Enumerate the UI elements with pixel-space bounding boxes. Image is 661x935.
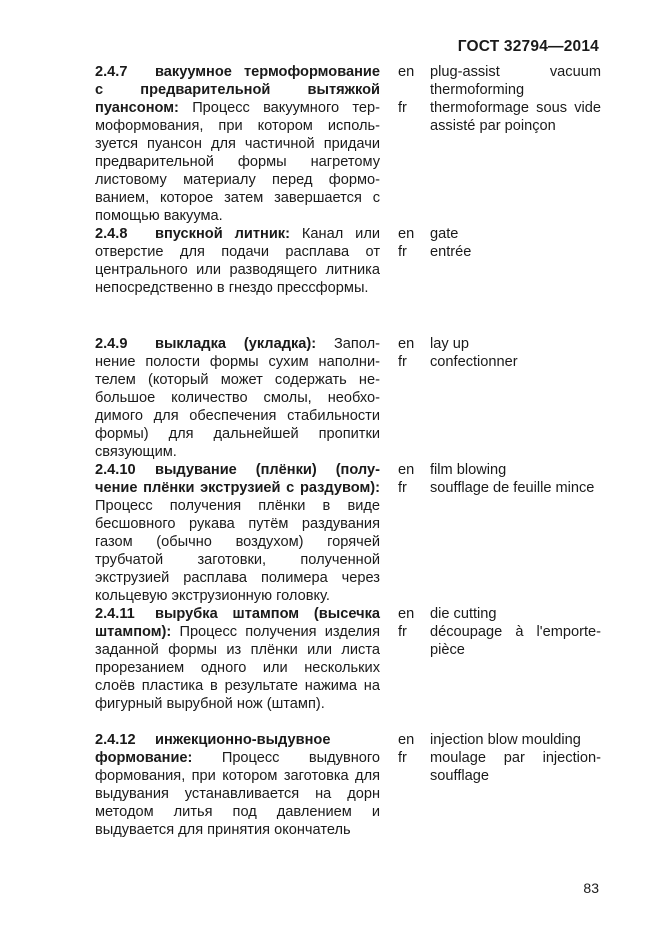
entry-equivalents [430,335,601,461]
entry-definition [95,461,380,605]
entry-number: 2.4.9 [95,336,128,352]
lang-code-en: en [398,606,415,622]
lang-code-fr: fr [398,354,407,370]
entry-equivalents [430,731,601,839]
entry-term: выдувание (плёнки) (получение плёнки экструзией с раздувом): [95,462,380,496]
lang-code-en: en [398,336,415,352]
entry-definition-text: Процесс вакуумного термоформования, при котором используется пуансон для частичной придачи предварительной формы нагретому листовому материалу перед формованием, которое затем завершается с помощью вакуума. [95,100,380,224]
equivalent-en: plug-assist vacuum thermoforming [430,64,601,98]
entry-definition-text: Процесс получения изделия заданной формы из плёнки или листа прорезанием одного или нескольких слоёв пластика в результате нажима на фигурный вырубной нож (штамп). [95,624,380,712]
equivalent-fr: moulage par injectionsoufflage [430,750,601,784]
lang-code-en: en [398,732,415,748]
term-entry-2-4-12 [95,731,601,839]
entry-number: 2.4.8 [95,226,128,242]
term-entries [95,63,601,839]
entry-definition-text: Процесс получения плёнки в виде бесшовного рукава путём раздувания газом (обычно воздухом) горячей трубчатой заготовки, полученной экструзией расплава полимера через кольцевую экструзионную головку. [95,498,380,604]
equivalent-en: lay up [430,336,469,352]
lang-code-fr: fr [398,480,407,496]
equivalent-fr: soufflage de feuille mince [430,480,595,496]
equivalent-en: die cutting [430,606,497,622]
entry-language-codes [398,225,430,335]
lang-code-en: en [398,64,415,80]
term-entry-2-4-9 [95,335,601,461]
term-entry-2-4-11 [95,605,601,731]
equivalent-fr: entrée [430,244,472,260]
page-number: 83 [583,880,599,896]
equivalent-en: film blowing [430,462,507,478]
entry-number: 2.4.11 [95,606,135,622]
entry-definition [95,731,380,839]
entry-number: 2.4.7 [95,64,128,80]
entry-language-codes [398,63,430,225]
entry-definition-text: Заполнение полости формы сухим наполнителем (который может содержать небольшое количество смолы, необходимого для обеспечения стабильности формы) для дальнейшей пропитки связующим. [95,336,380,460]
lang-code-en: en [398,462,415,478]
entry-number: 2.4.12 [95,732,136,748]
entry-equivalents [430,461,601,605]
lang-code-en: en [398,226,415,242]
term-entry-2-4-10 [95,461,601,605]
equivalent-en: gate [430,226,459,242]
entry-definition [95,63,380,225]
entry-equivalents [430,605,601,731]
equivalent-fr: thermoformage sous vide assisté par poinçon [430,100,601,134]
term-entry-2-4-8 [95,225,601,335]
lang-code-fr: fr [398,244,407,260]
entry-language-codes [398,461,430,605]
entry-language-codes [398,335,430,461]
entry-equivalents [430,225,601,335]
lang-code-fr: fr [398,100,407,116]
lang-code-fr: fr [398,750,407,766]
entry-definition-text: Канал или отверстие для подачи расплава от центрального или разводящего литника непосредственно в гнездо прессформы. [95,226,380,296]
entry-definition [95,335,380,461]
entry-language-codes [398,605,430,731]
entry-definition-text: Процесс выдувного формования, при котором заготовка для выдувания устанавливается на дорн методом литья под давлением и выдувается для принятия окончатель [95,750,380,838]
entry-equivalents [430,63,601,225]
entry-definition [95,225,380,335]
equivalent-fr: confectionner [430,354,518,370]
equivalent-en: injection blow moulding [430,732,581,748]
lang-code-fr: fr [398,624,407,640]
standard-designation: ГОСТ 32794—2014 [457,38,599,55]
equivalent-fr: découpage à l'emportepièce [430,624,601,658]
entry-number: 2.4.10 [95,462,136,478]
entry-term: инжекционно-выдувное формование: [95,732,331,766]
entry-term: впускной литник: [155,226,290,242]
entry-definition [95,605,380,731]
term-entry-2-4-7 [95,63,601,225]
entry-term: вырубка штампом (высечка штампом): [95,606,380,640]
entry-language-codes [398,731,430,839]
entry-term: выкладка (укладка): [155,336,317,352]
entry-term: вакуумное термоформование с предварительной вытяжкой пуансоном: [95,64,380,116]
